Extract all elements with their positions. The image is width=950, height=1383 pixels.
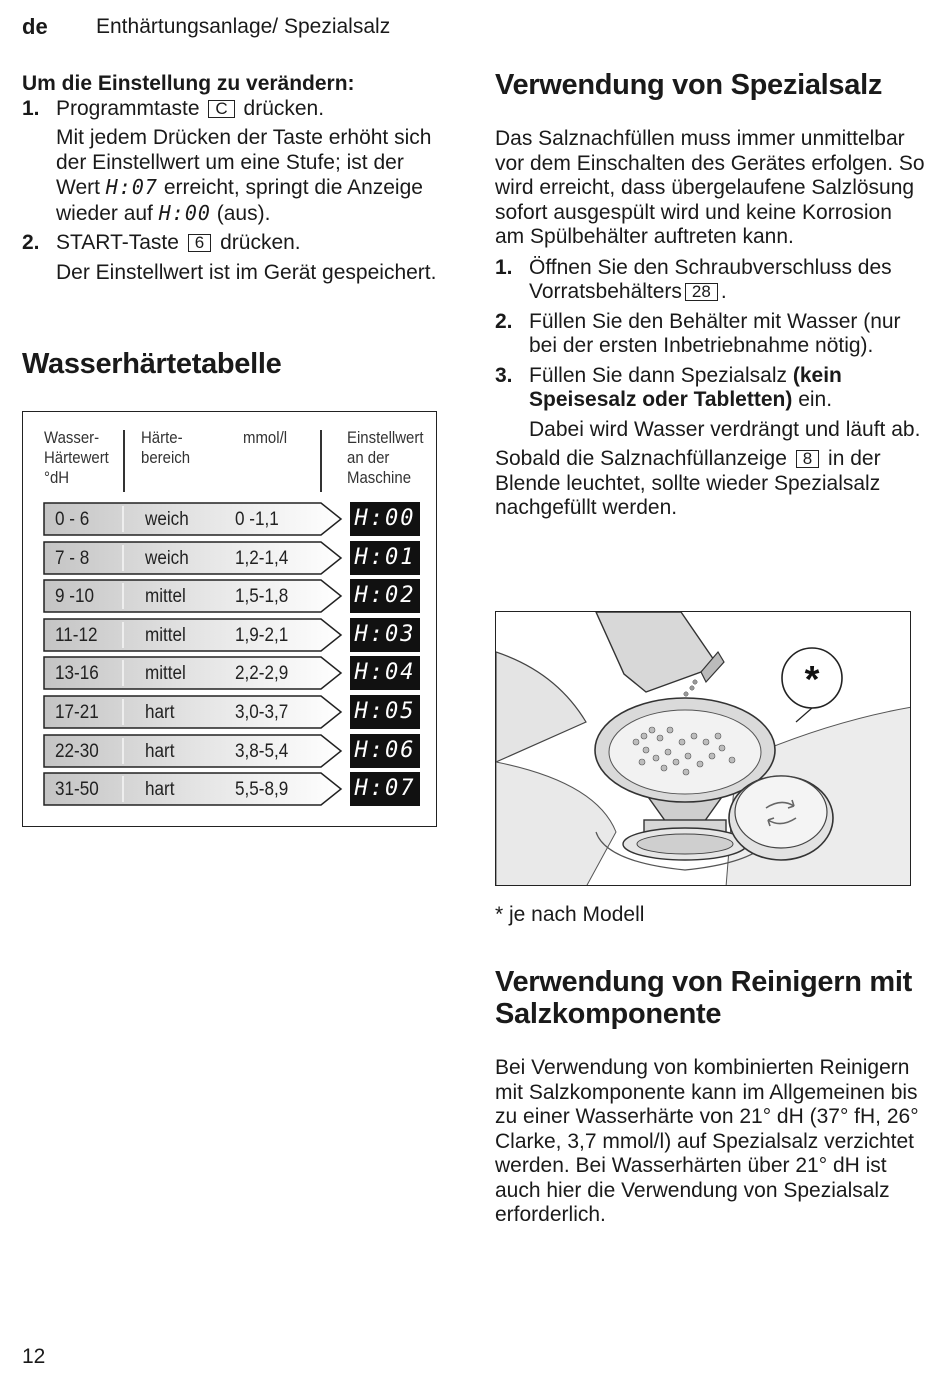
header-line: °dH	[44, 468, 70, 487]
special-salt-step-2	[495, 310, 925, 359]
table-row	[43, 541, 343, 575]
cell-setting-code: H:00	[350, 502, 420, 536]
key-symbol: 8	[796, 450, 819, 468]
change-setting-heading: Um die Einstellung zu verändern:	[22, 72, 355, 95]
header-line: Härte-	[141, 428, 183, 447]
description-text: (aus).	[216, 201, 271, 225]
footnote: * je nach Modell	[495, 903, 645, 926]
refill-indicator-text	[495, 447, 925, 521]
funnel-illustration	[496, 612, 911, 886]
language-code: de	[22, 14, 48, 39]
step-number: 1.	[22, 96, 40, 120]
page-header-title: Enthärtungsanlage/ Spezialsalz	[96, 15, 391, 38]
column-header-hardness-range	[141, 428, 190, 468]
description-text: Dabei wird Wasser verdrängt und läuft ab.	[529, 417, 921, 441]
step-text: drücken.	[220, 231, 301, 254]
description-text: erreicht, springt die Anzeige wieder auf	[56, 176, 423, 225]
header-line: Härtewert	[44, 448, 109, 467]
cell-setting-code: H:02	[350, 579, 420, 613]
hardness-table	[22, 411, 437, 827]
hardness-table-title: Wasserhärtetabelle	[22, 348, 282, 380]
column-header-setting-value	[347, 428, 423, 488]
cell-mmol: 0 -1,1	[235, 509, 279, 530]
cell-hardness-value: 0 - 6	[55, 509, 90, 530]
change-setting-step-1	[22, 97, 452, 122]
cell-hardness-value: 22-30	[55, 740, 99, 762]
combined-detergents-title: Verwendung von Reinigern mit Salzkomponente	[495, 966, 912, 1030]
table-row	[43, 579, 343, 613]
description-text: in der Blende leuchtet, sollte wieder Spezialsalz nachgefüllt werden.	[495, 447, 881, 519]
cell-hardness-value: 11-12	[55, 624, 98, 646]
column-header-hardness-value	[44, 428, 109, 488]
step-number: 2.	[495, 309, 513, 333]
cell-hardness-range: hart	[145, 740, 175, 762]
change-setting-step-2-description	[22, 261, 452, 286]
cell-hardness-value: 7 - 8	[55, 547, 90, 569]
table-row	[43, 656, 343, 690]
description-text: Mit jedem Drücken der Taste erhöht sich der Einstellwert um eine Stufe; ist der Wert	[56, 126, 432, 199]
key-symbol: 6	[188, 234, 211, 252]
column-divider	[320, 430, 322, 492]
step-text: ein.	[798, 388, 833, 411]
description-text: Der Einstellwert ist im Gerät gespeichert.	[56, 260, 437, 284]
table-row	[43, 618, 343, 652]
step-text-bold: (kein Speisesalz oder Tabletten)	[529, 363, 842, 411]
cell-hardness-value: 13-16	[55, 663, 99, 685]
cell-mmol: 5,5-8,9	[235, 779, 289, 801]
header-line: bereich	[141, 448, 191, 467]
column-divider	[123, 430, 125, 492]
cell-hardness-range: hart	[145, 702, 175, 723]
cell-mmol: 1,2-1,4	[235, 547, 289, 569]
cell-hardness-range: mittel	[145, 663, 186, 685]
step-text: Füllen Sie dann Spezialsalz	[529, 363, 787, 387]
table-row	[43, 734, 343, 768]
step-text: START-Taste	[56, 231, 179, 254]
special-salt-step-1	[495, 256, 925, 305]
special-salt-section	[495, 127, 925, 521]
change-setting-section	[22, 72, 452, 285]
cell-mmol: 2,2-2,9	[235, 663, 289, 685]
header-line: Einstellwert	[347, 428, 424, 447]
cell-mmol: 3,0-3,7	[235, 702, 289, 723]
table-row	[43, 772, 343, 806]
header-line: Wasser-	[44, 428, 100, 447]
model-dependent-marker: *	[804, 659, 820, 701]
cell-hardness-value: 9 -10	[55, 586, 94, 608]
change-setting-step-1-description	[22, 126, 452, 226]
cell-hardness-range: weich	[145, 509, 189, 530]
step-text: drücken.	[243, 96, 325, 120]
step-text: Öffnen Sie den Schraubverschluss des Vorratsbehälters	[529, 255, 892, 303]
step-number: 2.	[22, 231, 40, 254]
special-salt-title: Verwendung von Spezialsalz	[495, 69, 883, 101]
cell-setting-code: H:01	[350, 541, 420, 575]
cell-hardness-range: mittel	[145, 624, 186, 646]
cell-setting-code: H:06	[350, 734, 420, 768]
cell-hardness-value: 17-21	[55, 702, 99, 723]
header-line: Maschine	[347, 468, 412, 487]
special-salt-intro: Das Salznachfüllen muss immer unmittelbar vor dem Einschalten des Gerätes erfolgen. So wird erreicht, dass übergelaufene Salzlösung sofort ausgespült wird und keine Korrosion am Spülbehälter auftreten kann.	[495, 127, 925, 248]
table-row	[43, 502, 343, 536]
cell-setting-code: H:05	[350, 695, 420, 729]
change-setting-step-2	[22, 231, 452, 256]
page-number: 12	[22, 1345, 46, 1368]
cell-setting-code: H:03	[350, 618, 420, 652]
cell-mmol: 1,5-1,8	[235, 586, 289, 608]
special-salt-step-3-description	[495, 418, 925, 443]
step-text: Programmtaste	[56, 96, 200, 120]
description-text: Sobald die Salznachfüllanzeige	[495, 447, 787, 470]
step-number: 3.	[495, 363, 513, 387]
key-symbol: C	[208, 100, 234, 118]
step-number: 1.	[495, 255, 513, 279]
cell-mmol: 1,9-2,1	[235, 624, 289, 646]
cell-hardness-range: weich	[145, 547, 189, 569]
combined-detergents-text: Bei Verwendung von kombinierten Reinigern mit Salzkomponente kann im Allgemeinen bis zu einer Wasserhärte von 21° dH (37° fH, 26° Clarke, 3,7 mmol/l) auf Spezialsalz verzichtet werden. Bei Wasserhärten über 21° dH ist auch hier die Verwendung von Spezialsalz erforderlich.	[495, 1056, 919, 1226]
cell-mmol: 3,8-5,4	[235, 740, 289, 762]
column-header-mmol: mmol/l	[243, 428, 288, 447]
salt-filling-illustration	[495, 611, 911, 886]
cell-hardness-range: mittel	[145, 586, 186, 608]
header-line: an der	[347, 448, 390, 467]
step-text: .	[720, 280, 727, 303]
step-text: Füllen Sie den Behälter mit Wasser (nur bei der ersten Inbetriebnahme nötig).	[529, 309, 901, 357]
table-row	[43, 695, 343, 729]
cell-hardness-range: hart	[145, 779, 175, 801]
display-code: H:00	[158, 200, 211, 225]
display-code: H:07	[105, 175, 158, 199]
cell-setting-code: H:07	[350, 772, 420, 806]
cell-setting-code: H:04	[350, 656, 420, 690]
cell-hardness-value: 31-50	[55, 779, 99, 801]
key-symbol: 28	[685, 283, 718, 301]
special-salt-step-3	[495, 364, 925, 413]
